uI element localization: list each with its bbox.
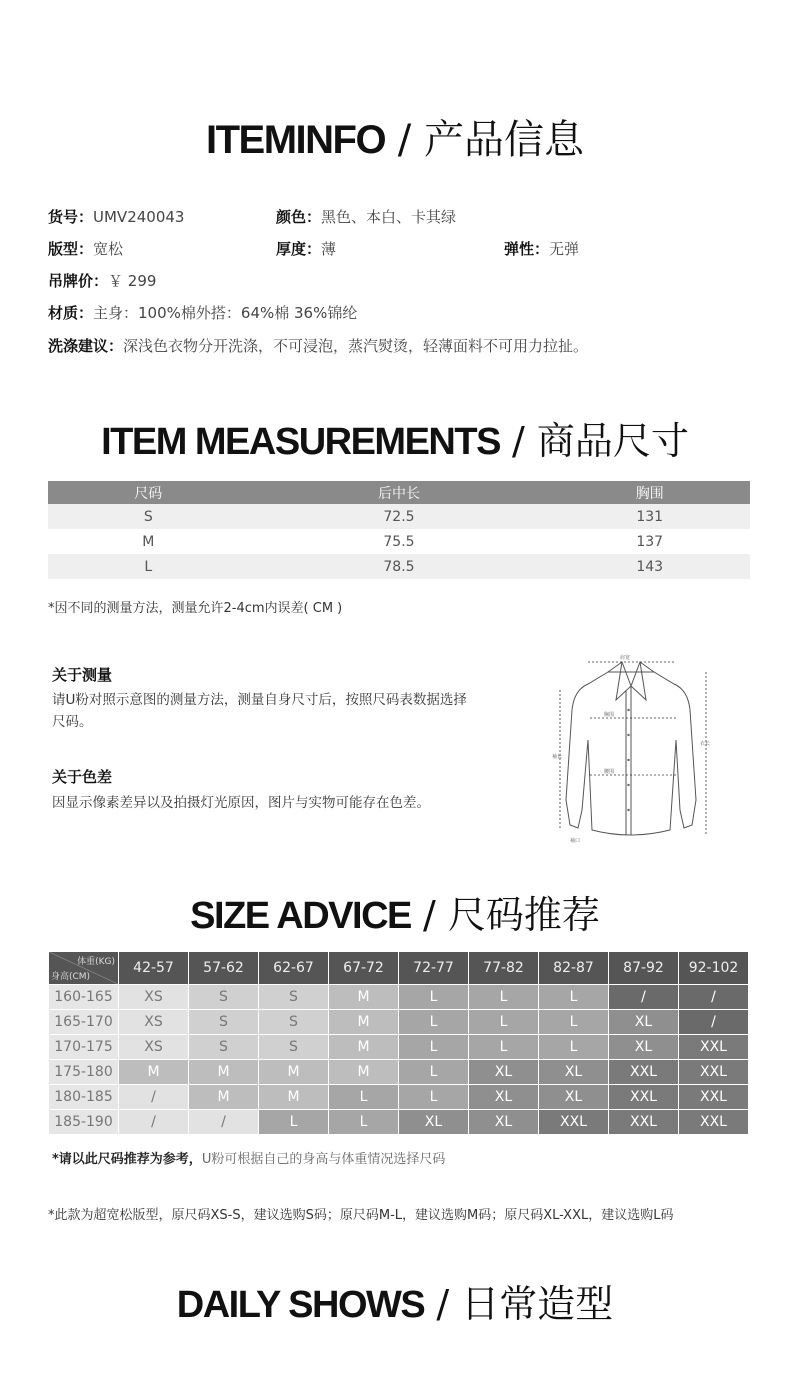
wash-line (48, 335, 588, 356)
table-row (49, 1110, 749, 1135)
thickness-line (276, 238, 336, 259)
about-color-text: 因显示像素差异以及拍摄灯光原因，图片与实物可能存在色差。 (52, 795, 430, 811)
iteminfo-heading-en: ITEMINFO (206, 118, 386, 162)
size-cell: XS (119, 1010, 189, 1035)
size-cell: XS (119, 985, 189, 1010)
size-advice-heading (0, 884, 790, 939)
measurement-note: *因不同的测量方法，测量允许2-4cm内误差( CM ) (48, 601, 343, 616)
size-cell: / (679, 985, 749, 1010)
cell-size: M (48, 529, 249, 554)
wash-value: 深浅色衣物分开洗涤，不可浸泡，蒸汽熨烫，轻薄面料不可用力拉扯。 (123, 337, 589, 355)
size-cell: M (259, 1060, 329, 1085)
height-cell: 185-190 (49, 1110, 119, 1135)
daily-shows-heading-en: DAILY SHOWS (176, 1284, 425, 1326)
size-table-body (49, 985, 749, 1135)
height-cell: 165-170 (49, 1010, 119, 1035)
fit-label: 版型： (48, 240, 94, 258)
size-cell: L (469, 1010, 539, 1035)
weight-header: 42-57 (119, 952, 189, 985)
cell-chest: 143 (549, 554, 750, 579)
price-line (48, 270, 156, 291)
size-cell: XL (469, 1110, 539, 1135)
table-row (49, 1035, 749, 1060)
size-cell: XXL (679, 1060, 749, 1085)
size-cell: XL (609, 1035, 679, 1060)
size-cell: L (539, 1010, 609, 1035)
diagram-chest-label: 胸围 (604, 712, 615, 718)
color-value: 黑色、本白、卡其绿 (321, 208, 457, 226)
size-advice-note (52, 1148, 445, 1167)
size-cell: L (399, 1010, 469, 1035)
size-cell: M (329, 1060, 399, 1085)
size-cell: XXL (679, 1110, 749, 1135)
cell-back-length: 78.5 (249, 554, 550, 579)
height-cell: 175-180 (49, 1060, 119, 1085)
iteminfo-heading-cn: / 产品信息 (385, 117, 584, 163)
daily-shows-heading (0, 1273, 790, 1328)
size-cell: XS (119, 1035, 189, 1060)
weight-header: 82-87 (539, 952, 609, 985)
size-cell: / (189, 1110, 259, 1135)
elastic-label: 弹性： (504, 240, 550, 258)
fit-value: 宽松 (93, 240, 124, 258)
table-row (48, 529, 750, 554)
header-size: 尺码 (48, 481, 249, 504)
table-row (48, 504, 750, 529)
size-advice-note-bold: *请以此尺码推荐为参考， (52, 1152, 202, 1167)
size-cell: XL (399, 1110, 469, 1135)
weight-header: 92-102 (679, 952, 749, 985)
daily-shows-heading-cn: / 日常造型 (424, 1282, 614, 1326)
fit-advice-note: *此款为超宽松版型，原尺码XS-S，建议选购S码；原尺码M-L，建议选购M码；原尺码XL-XXL，建议选购L码 (48, 1208, 674, 1223)
size-cell: / (609, 985, 679, 1010)
size-cell: L (329, 1085, 399, 1110)
size-cell: S (259, 985, 329, 1010)
diagram-cuff-label: 袖口 (570, 838, 581, 844)
fit-line (48, 238, 123, 259)
size-cell: L (399, 1085, 469, 1110)
material-line (48, 302, 357, 323)
elastic-value: 无弹 (549, 240, 580, 258)
header-chest: 胸围 (549, 481, 750, 504)
item-no-label: 货号： (48, 208, 94, 226)
size-cell: / (679, 1010, 749, 1035)
cell-back-length: 75.5 (249, 529, 550, 554)
size-cell: XL (469, 1060, 539, 1085)
price-label: 吊牌价： (48, 272, 109, 290)
size-advice-note-rest: U粉可根据自己的身高与体重情况选择尺码 (201, 1152, 446, 1167)
weight-header: 62-67 (259, 952, 329, 985)
size-cell: M (259, 1085, 329, 1110)
measurement-table (48, 481, 750, 579)
wash-label: 洗涤建议： (48, 337, 124, 355)
size-cell: XXL (679, 1035, 749, 1060)
price-value: ￥ 299 (108, 272, 157, 290)
diagram-length-label: 衣长 (700, 741, 711, 747)
weight-header: 67-72 (329, 952, 399, 985)
measurements-heading-en: ITEM MEASUREMENTS (101, 421, 500, 463)
corner-height-label: 身高(CM) (51, 972, 91, 982)
diagram-shoulder-label: 肩宽 (620, 655, 631, 661)
size-cell: XL (539, 1060, 609, 1085)
size-advice-heading-cn: / 尺码推荐 (410, 893, 600, 937)
measurements-heading (0, 410, 790, 465)
about-color-title: 关于色差 (52, 768, 113, 786)
size-cell: S (259, 1010, 329, 1035)
thickness-label: 厚度： (276, 240, 322, 258)
size-cell: L (469, 1035, 539, 1060)
material-label: 材质： (48, 304, 94, 322)
size-advice-heading-en: SIZE ADVICE (190, 895, 411, 937)
header-back-length: 后中长 (249, 481, 550, 504)
size-cell: L (399, 1035, 469, 1060)
table-row (49, 1060, 749, 1085)
item-no-line (48, 206, 184, 227)
size-cell: L (539, 985, 609, 1010)
size-advice-table (48, 951, 749, 1135)
about-measure-title: 关于测量 (52, 666, 113, 684)
table-row (49, 985, 749, 1010)
cell-chest: 137 (549, 529, 750, 554)
color-label: 颜色： (276, 208, 322, 226)
size-cell: S (189, 1010, 259, 1035)
color-line (276, 206, 456, 227)
size-cell: M (189, 1085, 259, 1110)
size-cell: / (119, 1085, 189, 1110)
size-cell: XL (609, 1010, 679, 1035)
table-row (49, 1085, 749, 1110)
weight-header: 87-92 (609, 952, 679, 985)
thickness-value: 薄 (321, 240, 337, 258)
size-cell: S (189, 985, 259, 1010)
size-table-corner (49, 952, 119, 985)
size-cell: L (539, 1035, 609, 1060)
cell-back-length: 72.5 (249, 504, 550, 529)
cell-chest: 131 (549, 504, 750, 529)
measurement-header-row (48, 481, 750, 504)
table-row (49, 1010, 749, 1035)
diagram-sleeve-label: 袖长 (552, 754, 563, 760)
size-cell: XL (539, 1085, 609, 1110)
size-cell: S (189, 1035, 259, 1060)
corner-weight-label: 体重(KG) (77, 957, 115, 967)
about-measure-text: 请U粉对照示意图的测量方法，测量自身尺寸后，按照尺码表数据选择尺码。 (52, 692, 467, 730)
size-cell: XL (469, 1085, 539, 1110)
size-cell: L (399, 1060, 469, 1085)
size-header-row (49, 952, 749, 985)
weight-header: 57-62 (189, 952, 259, 985)
size-cell: L (399, 985, 469, 1010)
diagram-waist-label: 腰围 (604, 769, 615, 775)
cell-size: L (48, 554, 249, 579)
iteminfo-heading (0, 108, 790, 165)
height-cell: 180-185 (49, 1085, 119, 1110)
height-cell: 170-175 (49, 1035, 119, 1060)
size-cell: M (329, 1035, 399, 1060)
size-cell: M (329, 1010, 399, 1035)
size-cell: M (189, 1060, 259, 1085)
item-no-value: UMV240043 (93, 208, 185, 226)
size-cell: L (469, 985, 539, 1010)
weight-header: 72-77 (399, 952, 469, 985)
size-cell: M (119, 1060, 189, 1085)
cell-size: S (48, 504, 249, 529)
size-cell: / (119, 1110, 189, 1135)
elastic-line (504, 238, 579, 259)
shirt-measurement-diagram (530, 650, 740, 850)
weight-header: 77-82 (469, 952, 539, 985)
measurements-heading-cn: / 商品尺寸 (499, 419, 689, 463)
size-cell: XXL (609, 1085, 679, 1110)
size-cell: XXL (539, 1110, 609, 1135)
size-cell: L (259, 1110, 329, 1135)
size-cell: S (259, 1035, 329, 1060)
size-cell: XXL (609, 1110, 679, 1135)
table-row (48, 554, 750, 579)
size-cell: XXL (679, 1085, 749, 1110)
material-value: 主身：100%棉外搭：64%棉 36%锦纶 (93, 304, 358, 322)
size-cell: M (329, 985, 399, 1010)
size-cell: L (329, 1110, 399, 1135)
height-cell: 160-165 (49, 985, 119, 1010)
size-cell: XXL (609, 1060, 679, 1085)
